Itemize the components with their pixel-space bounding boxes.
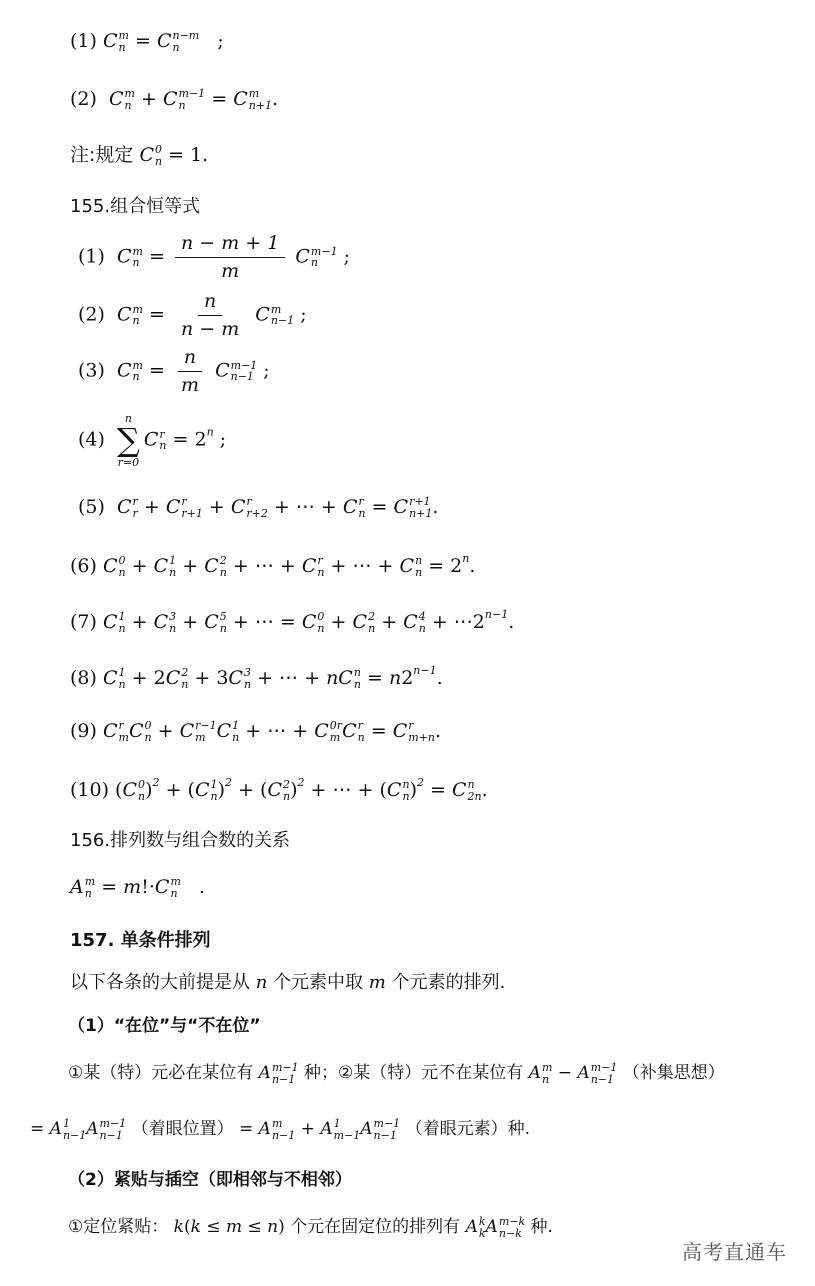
rule-in-position: ①某（特）元必在某位有 A m−1 n−1 种；②某（特）元不在某位有 A m n − A m−1 n−1 （补集思想） — [68, 1061, 725, 1086]
section-156-title: 156.排列数与组合数的关系 — [70, 830, 291, 851]
rule-part-h: 种. — [530, 1217, 553, 1238]
identity-8: (8) C 1 n + 2C 2 n + 3C 3 n + ⋯ + nC n n = $n2^{n-1}$. — [70, 664, 443, 691]
identity-5: (5) C r r + C r r+1 + C r r+2 + ⋯ + C r n = C r+1 n+1 . — [78, 495, 439, 520]
rule-part-c: （补集思想） — [622, 1063, 725, 1084]
formula-a-m-c: A m n = m!·C m n . — [70, 875, 206, 900]
rule-part-a: ①某（特）元必在某位有 — [68, 1063, 254, 1084]
formula-note-c0: 注:规定 C 0 n = 1. — [70, 143, 209, 168]
premise-part-c: 个元素的排列. — [391, 972, 506, 993]
premise-part-b: 个元素中取 — [273, 972, 364, 993]
formula-c-symmetry: (1) C m n = C n−m n ; — [70, 29, 224, 54]
identity-1: (1) C m n = $\frac{n - m + 1}{m}$ C m−1 n ; — [78, 232, 351, 282]
premise-part-a: 以下各条的大前提是从 — [70, 972, 250, 993]
identity-4: (4) n ∑ r=0 C r n = $2^n$ ; — [78, 412, 227, 469]
watermark: 高考直通车 — [682, 1240, 787, 1264]
note-prefix: 注:规定 — [70, 144, 134, 166]
premise-line: 以下各条的大前提是从 n 个元素中取 m 个元素的排列. — [70, 972, 506, 993]
identity-3: (3) C m n = $\frac{n}{m}$ C m−1 n−1 ; — [78, 346, 270, 396]
rule-part-f: ①定位紧贴： — [68, 1217, 169, 1238]
subsection-1-title: （1）“在位”与“不在位” — [68, 1016, 261, 1036]
rule-fixed-adjacent: ①定位紧贴： k(k ≤ m ≤ n) 个元在固定位的排列有 A k k A m−k n−k 种. — [68, 1215, 553, 1240]
formula-c-pascal: (2) C m n + C m−1 n = C m n+1 . — [70, 87, 279, 112]
identity-9: (9) C r m C 0 n + C r−1 m C 1 n + ⋯ + C 0r m C r n = C r m+n . — [70, 719, 442, 744]
rule-part-e: （着眼元素）种. — [405, 1119, 530, 1140]
subsection-2-title: （2）紧贴与插空（即相邻与不相邻） — [68, 1170, 352, 1190]
identity-7: (7) C 1 n + C 3 n + C 5 n + ⋯ = C 0 n + C 2 n + C 4 n + $\cdots 2^{n-1}$. — [70, 608, 515, 635]
identity-6: (6) C 0 n + C 1 n + C 2 n + ⋯ + C r n + ⋯ + C n n = $2^n$. — [70, 552, 476, 579]
section-157-title: 157. 单条件排列 — [70, 930, 211, 951]
rule-in-position-cont: = A 1 n−1 A m−1 n−1 （着眼位置） = A m n−1 + A 1 m−1 A m−1 n−1 （着眼元素）种. — [30, 1117, 530, 1142]
rule-part-d: （着眼位置） — [131, 1119, 234, 1140]
identity-10: (10) (C 0 n )$^2$ + (C 1 n )$^2$ + (C 2 n )$^2$ + ⋯ + (C n n )$^2$ = C n 2n . — [70, 776, 488, 803]
rule-part-g: 个元在固定位的排列有 — [290, 1217, 461, 1238]
identity-2: (2) C m n = $\frac{n}{n - m}$ C m n−1 ; — [78, 290, 307, 340]
section-155-title: 155.组合恒等式 — [70, 196, 201, 217]
rule-part-b: 种；②某（特）元不在某位有 — [304, 1063, 524, 1084]
